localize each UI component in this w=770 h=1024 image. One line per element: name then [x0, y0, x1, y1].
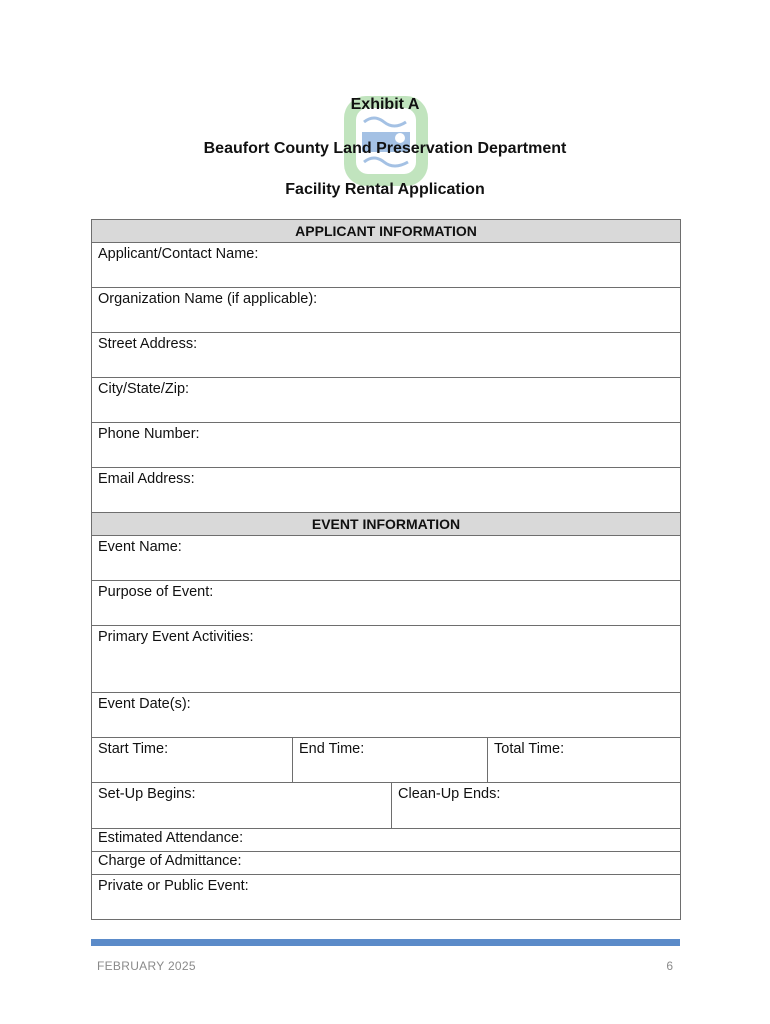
charge-of-admittance-field[interactable]: Charge of Admittance: — [92, 852, 681, 875]
total-time-field[interactable]: Total Time: — [488, 738, 681, 783]
organization-name-field[interactable]: Organization Name (if applicable): — [92, 288, 681, 333]
applicant-name-field[interactable]: Applicant/Contact Name: — [92, 243, 681, 288]
event-info-heading: EVENT INFORMATION — [92, 513, 681, 536]
primary-activities-field[interactable]: Primary Event Activities: — [92, 626, 681, 693]
rental-application-form — [91, 219, 681, 920]
page-number: 6 — [666, 959, 673, 973]
footer-divider — [91, 939, 680, 946]
footer-date: FEBRUARY 2025 — [97, 959, 196, 973]
phone-number-field[interactable]: Phone Number: — [92, 423, 681, 468]
cleanup-ends-field[interactable]: Clean-Up Ends: — [392, 783, 681, 829]
email-address-field[interactable]: Email Address: — [92, 468, 681, 513]
start-time-field[interactable]: Start Time: — [92, 738, 293, 783]
event-dates-field[interactable]: Event Date(s): — [92, 693, 681, 738]
estimated-attendance-field[interactable]: Estimated Attendance: — [92, 829, 681, 852]
city-state-zip-field[interactable]: City/State/Zip: — [92, 378, 681, 423]
purpose-field[interactable]: Purpose of Event: — [92, 581, 681, 626]
form-title: Facility Rental Application — [285, 181, 485, 198]
exhibit-label: Exhibit A — [350, 96, 420, 113]
setup-begins-field[interactable]: Set-Up Begins: — [92, 783, 392, 829]
street-address-field[interactable]: Street Address: — [92, 333, 681, 378]
department-name: Beaufort County Land Preservation Department — [203, 140, 567, 157]
private-public-field[interactable]: Private or Public Event: — [92, 875, 681, 920]
event-name-field[interactable]: Event Name: — [92, 536, 681, 581]
applicant-info-heading: APPLICANT INFORMATION — [92, 220, 681, 243]
end-time-field[interactable]: End Time: — [293, 738, 488, 783]
